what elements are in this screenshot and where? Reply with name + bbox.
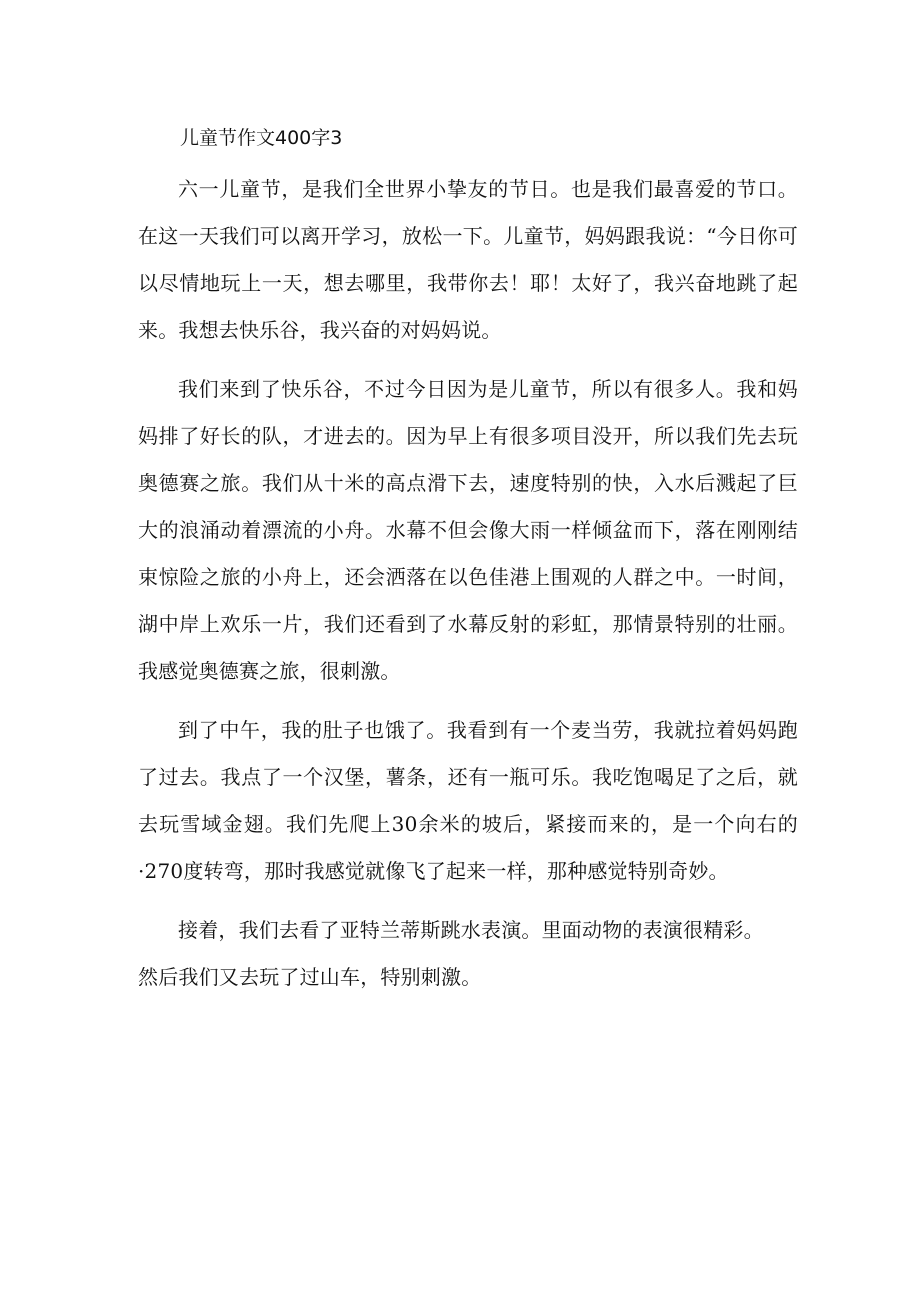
paragraph-3: 到了中午，我的肚子也饿了。我看到有一个麦当劳，我就拉着妈妈跑了过去。我点了一个汉堡，薯条，还有一瓶可乐。我吃饱喝足了之后，就去玩雪域金翅。我们先爬上30余米的坡后，紧接而来的，是一个向右的·270度转弯，那时我感觉就像飞了起来一样，那种感觉特别奇妙。 <box>138 718 798 883</box>
paragraph-1: 六一儿童节，是我们全世界小挚友的节日。也是我们最喜爱的节口。在这一天我们可以离开学习，放松一下。儿童节，妈妈跟我说：“今日你可以尽情地玩上一天，想去哪里，我带你去！耶！太好了，我兴奋地跳了起来。我想去快乐谷，我兴奋的对妈妈说。 <box>138 177 798 342</box>
document-body <box>138 166 798 1013</box>
document-title: 儿童节作文400字3 <box>180 127 343 149</box>
paragraph-2: 我们来到了快乐谷，不过今日因为是儿童节，所以有很多人。我和妈妈排了好长的队，才进去的。因为早上有很多项目没开，所以我们先去玩奥德赛之旅。我们从十米的高点滑下去，速度特别的快，入水后溅起了巨大的浪涌动着漂流的小舟。水幕不但会像大雨一样倾盆而下，落在刚刚结束惊险之旅的小舟上，还会洒落在以色佳港上围观的人群之中。一时间，湖中岸上欢乐一片，我们还看到了水幕反射的彩虹，那情景特别的壮丽。我感觉奥德赛之旅，很刺激。 <box>138 377 798 683</box>
paragraph-5: 然后我们又去玩了过山车，特别刺激。 <box>138 965 482 989</box>
paragraph-4: 接着，我们去看了亚特兰蒂斯跳水表演。里面动物的表演很精彩。 <box>178 918 764 942</box>
